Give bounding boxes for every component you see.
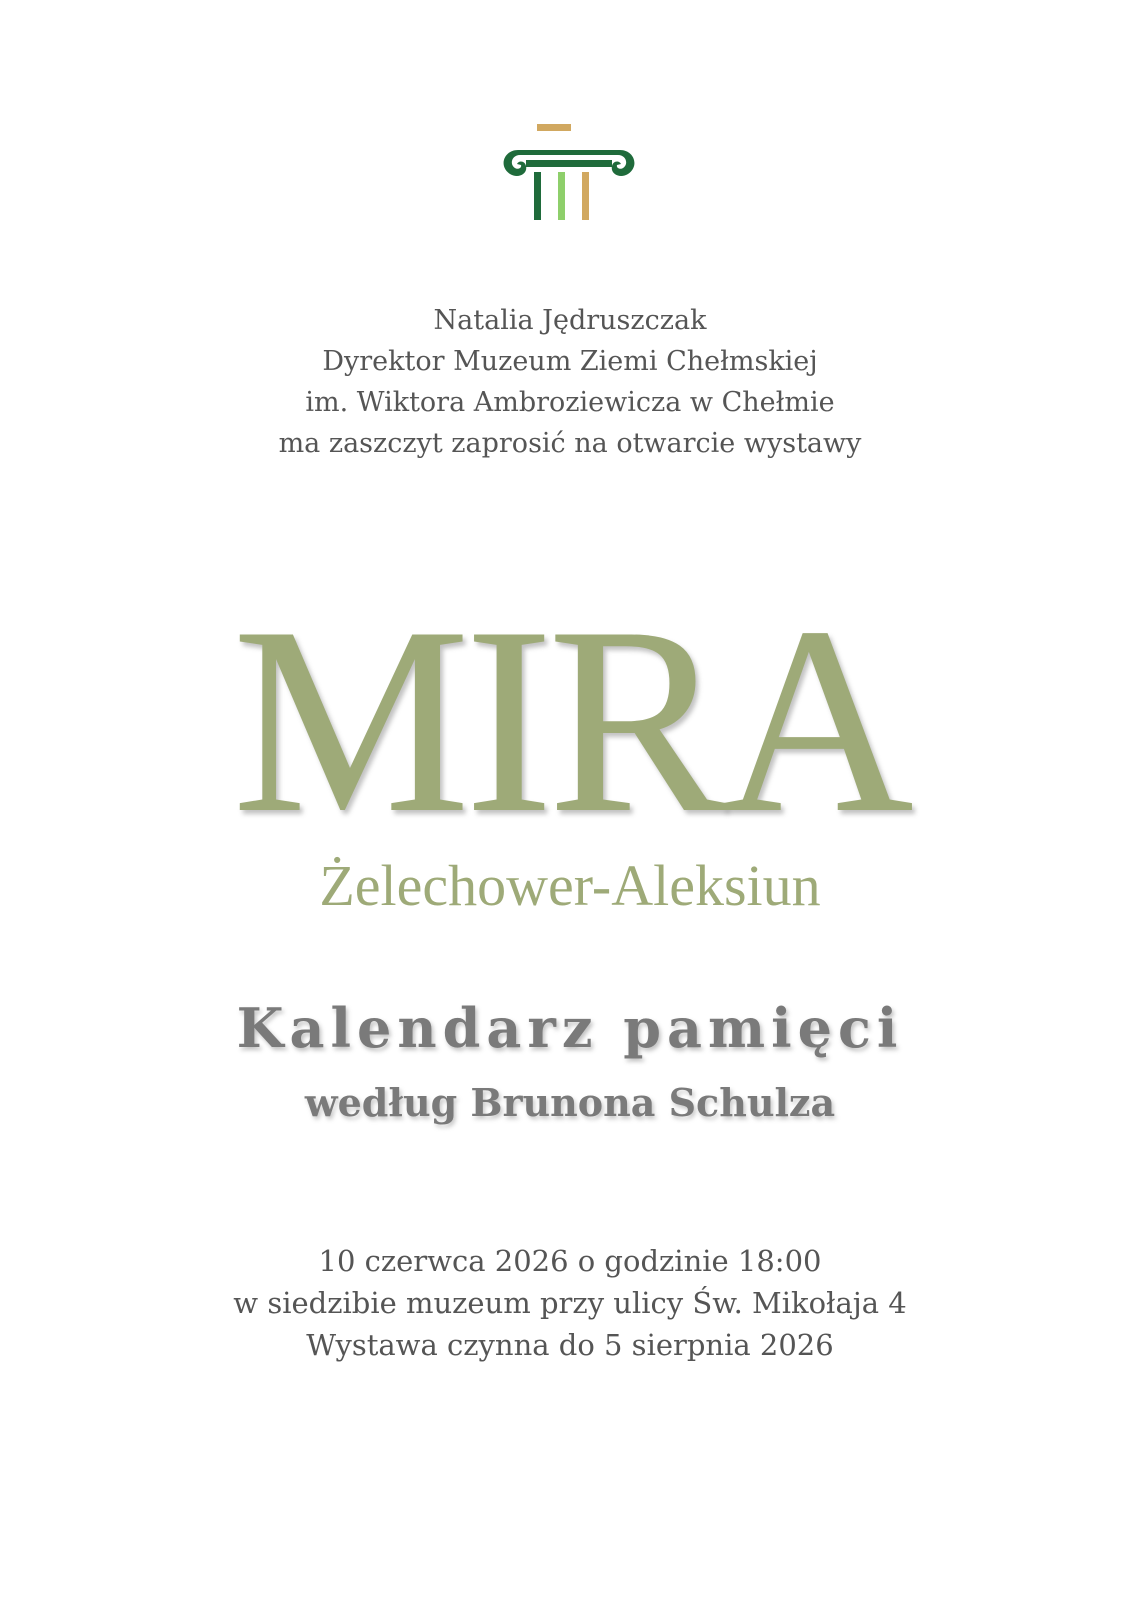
exhibition-closing-date: Wystawa czynna do 5 sierpnia 2026 xyxy=(306,1328,834,1362)
logo-gold-top-bar xyxy=(537,124,571,131)
event-details xyxy=(0,1240,1140,1366)
invitation-text: ma zaszczyt zaprosić na otwarcie wystawy xyxy=(278,428,862,459)
museum-name: im. Wiktora Ambroziewicza w Chełmie xyxy=(305,387,835,418)
event-location: w siedzibie muzeum przy ulicy Św. Mikołaja 4 xyxy=(233,1286,907,1320)
artist-last-name: Żelechower-Aleksiun xyxy=(319,853,821,918)
logo-column-gold xyxy=(582,172,589,220)
director-title: Dyrektor Muzeum Ziemi Chełmskiej xyxy=(322,346,818,377)
invitation-intro xyxy=(0,300,1140,464)
ionic-column-logo-icon xyxy=(500,122,640,232)
artist-first-name: MIRA xyxy=(232,571,908,868)
exhibition-title: Kalendarz pamięci xyxy=(236,996,904,1060)
director-name: Natalia Jędruszczak xyxy=(433,305,707,336)
event-date-time: 10 czerwca 2026 o godzinie 18:00 xyxy=(318,1244,822,1278)
logo-column-dark-green xyxy=(534,172,541,220)
exhibition-subtitle: według Brunona Schulza xyxy=(304,1080,836,1125)
logo-column-light-green xyxy=(558,172,565,220)
logo-capital-band xyxy=(526,160,612,167)
